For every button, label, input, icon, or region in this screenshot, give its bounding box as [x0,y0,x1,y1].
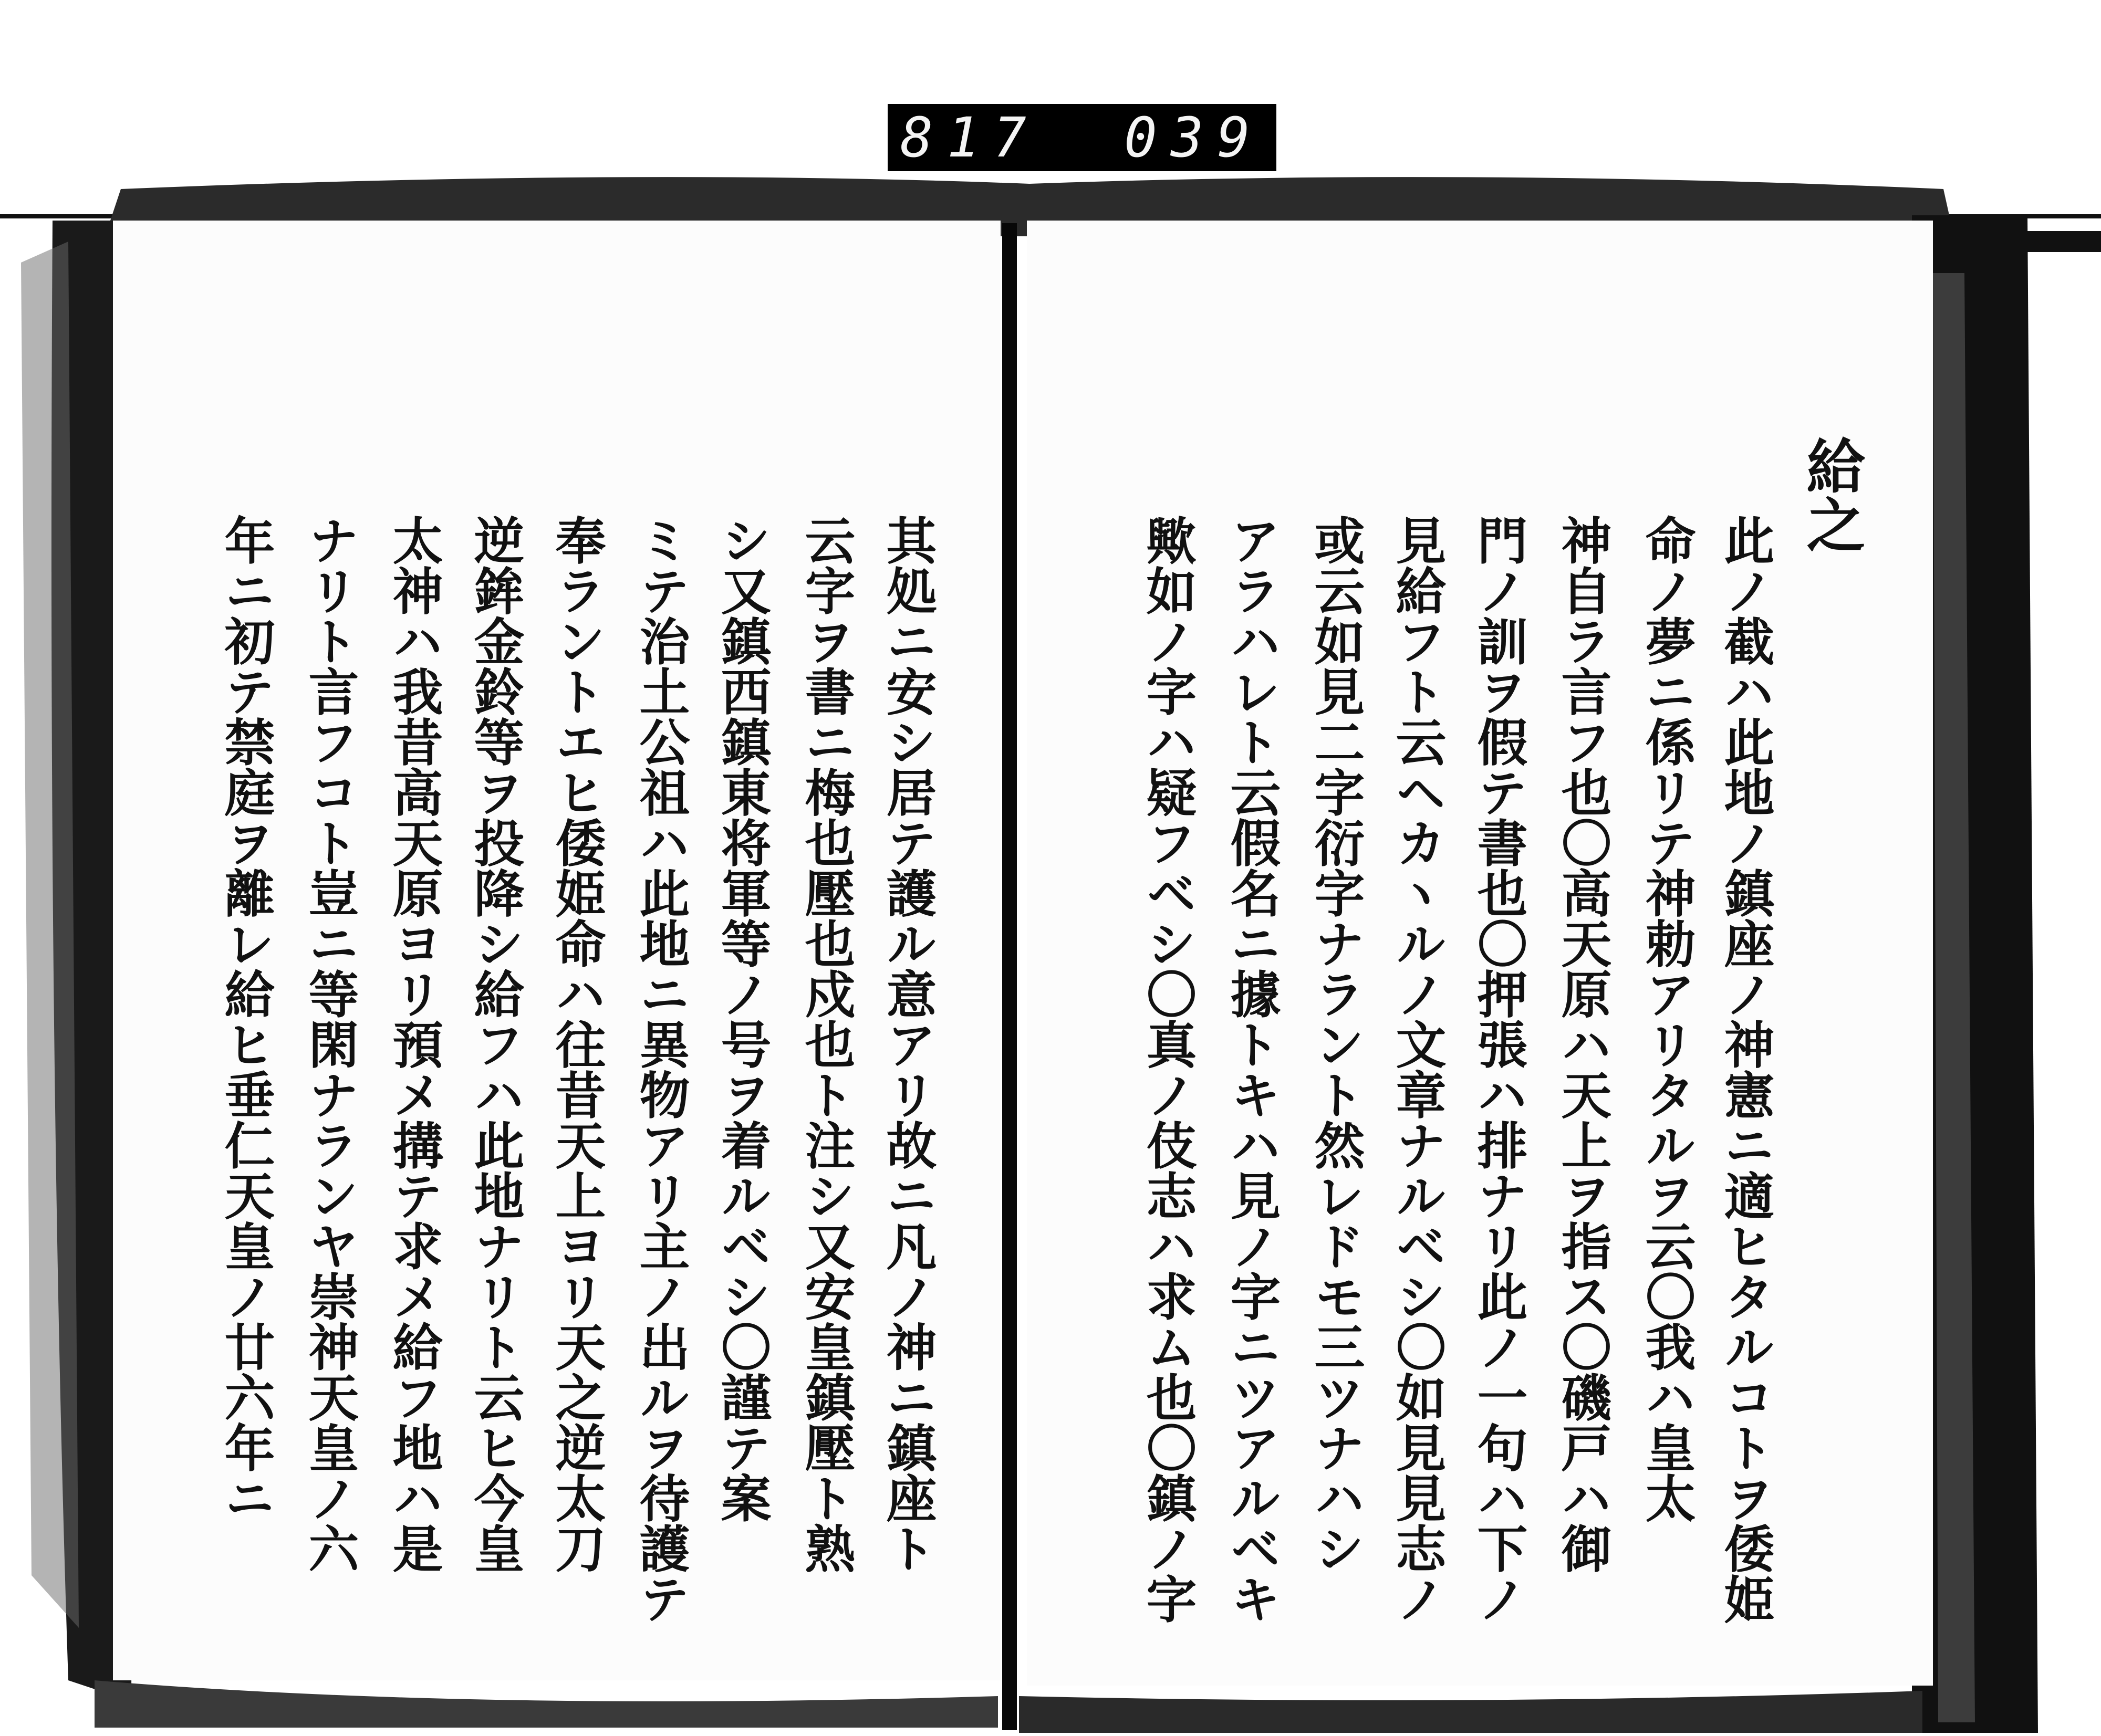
left-page-column-4: ミテ治土公祖ハ此地ニ異物アリ主ノ出ルヲ待護テ [631,515,691,1624]
left-page-column-8: ナリト言フコト豈ニ等閑ナランヤ崇神天皇ノ六 [300,515,360,1573]
right-page-column-1: 此ノ截ハ此地ノ鎮座ノ神憲ニ適ヒタルコトヲ倭姫 [1716,515,1775,1624]
right-page-column-6: 或云如見二字衍字ナラント然レドモ三ツナハシ [1306,515,1366,1573]
book-gutter [1002,223,1017,1730]
right-page-column-2: 命ノ夢ニ係リテ神勅アリタルヲ云〇我ハ皇太 [1637,515,1697,1523]
left-page-column-5: 奉ラントエヒ倭姫命ハ往昔天上ヨリ天之逆太刀 [547,515,607,1573]
right-page-column-3: 神自ラ言フ也〇高天原ハ天上ヲ指ス〇磯戸ハ御 [1553,515,1613,1573]
right-page-column-4: 門ノ訓ヲ假テ書也〇押張ハ排ナリ此ノ一句ハ下ノ [1469,515,1528,1624]
frame-id-right: 039 [1124,106,1264,170]
left-page-column-2: 云字ヲ書ニ梅也壓也戍也ト注シ又安皇鎮壓ト熟 [797,515,856,1573]
right-page-title: 給之 [1797,436,1866,553]
left-page-column-3: シ又鎮西鎮東将軍等ノ号ヲ着ルベシ〇謹テ案 [713,515,772,1523]
right-page-column-5: 見給フト云ヘカヽルノ文章ナルベシ〇如見見志ノ [1388,515,1447,1624]
left-page-column-1: 其処ニ安シ居テ護ル意アリ故ニ凡ノ神ニ鎮座ト [878,515,938,1573]
left-page-column-6: 逆鉾金鈴等ヲ投降シ給フハ此地ナリト云ヒ今皇 [466,515,525,1573]
microfilm-frame-id [888,104,1276,171]
right-page-column-7: アラハレト云假名ニ據トキハ見ノ字ニツアルベキ [1222,515,1282,1624]
left-page-column-9: 年ニ初テ禁庭ヲ離レ給ヒ垂仁天皇ノ廿六年ニ [216,515,276,1523]
left-page-column-7: 太神ハ我昔高天原ヨリ預メ搆テ求メ給フ地ハ是 [384,515,444,1573]
right-page-column-8: 歟如ノ字ハ疑フベシ〇真ノ伎志ハ求ム也〇鎮ノ字 [1138,515,1198,1624]
frame-id-left: 817 [900,106,1040,170]
